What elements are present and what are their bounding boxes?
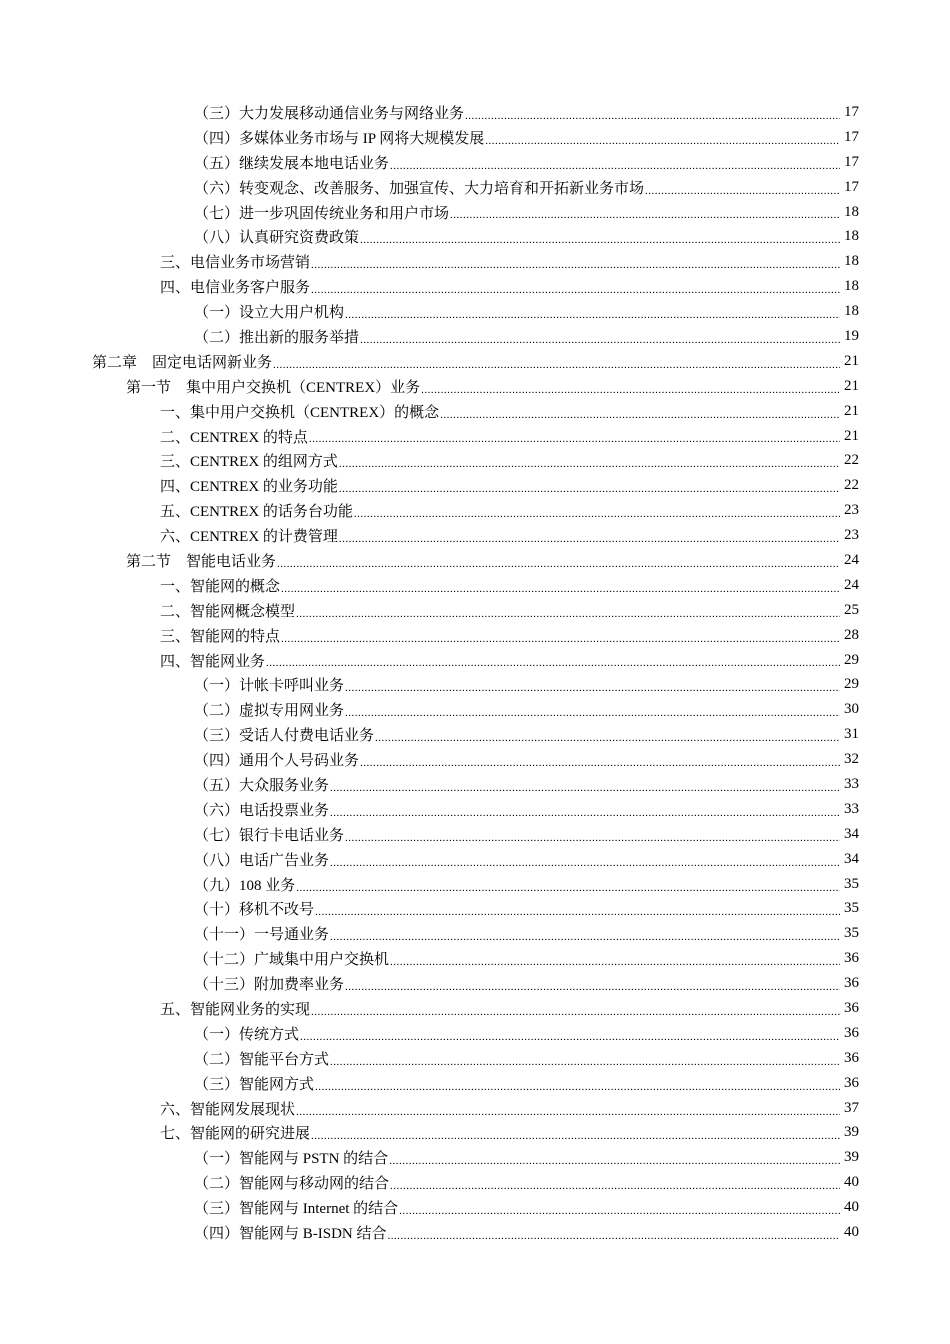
toc-entry-page-number: 36	[844, 1000, 859, 1016]
dot-leader	[450, 209, 840, 224]
toc-entry[interactable]	[0, 672, 950, 697]
toc-entry-title: 一、集中用户交换机（CENTREX）的概念	[160, 404, 440, 421]
toc-entry[interactable]	[0, 424, 950, 449]
dot-leader	[345, 682, 840, 697]
toc-entry[interactable]	[0, 249, 950, 274]
toc-entry-page-number: 18	[844, 228, 859, 245]
toc-entry-page-number: 29	[844, 651, 859, 668]
toc-entry-title: 第二节 智能电话业务	[126, 553, 277, 570]
toc-entry[interactable]	[0, 399, 950, 424]
toc-entry[interactable]	[0, 224, 950, 249]
toc-entry-title: （七）银行卡电话业务	[194, 827, 345, 844]
toc-entry-page-number: 17	[844, 103, 859, 120]
toc-entry[interactable]	[0, 1096, 950, 1121]
toc-entry-title: （二）智能网与移动网的结合	[194, 1176, 390, 1193]
toc-entry[interactable]	[0, 996, 950, 1021]
toc-entry[interactable]	[0, 150, 950, 175]
dot-leader	[360, 334, 840, 349]
dot-leader	[440, 409, 840, 424]
dot-leader	[330, 931, 840, 946]
toc-entry-title: 第二章 固定电话网新业务	[92, 354, 273, 371]
toc-entry[interactable]	[0, 623, 950, 648]
toc-entry-title: 一、智能网的概念	[160, 578, 281, 595]
toc-entry[interactable]	[0, 1220, 950, 1245]
dot-leader	[345, 832, 840, 847]
toc-entry[interactable]	[0, 946, 950, 971]
toc-entry-page-number: 21	[844, 427, 859, 444]
toc-entry[interactable]	[0, 797, 950, 822]
toc-entry-page-number: 34	[844, 850, 859, 867]
toc-entry-title: （六）转变观念、改善服务、加强宣传、大力培育和开拓新业务市场	[194, 180, 645, 197]
toc-entry[interactable]	[0, 274, 950, 299]
toc-entry-title: （一）智能网与 PSTN 的结合	[194, 1151, 389, 1168]
dot-leader	[277, 558, 840, 573]
toc-entry-page-number: 30	[844, 701, 859, 718]
toc-entry[interactable]	[0, 200, 950, 225]
toc-entry-page-number: 24	[844, 576, 859, 593]
dot-leader	[330, 1056, 840, 1071]
toc-entry-title: 第一节 集中用户交换机（CENTREX）业务	[126, 379, 421, 396]
dot-leader	[281, 633, 840, 648]
dot-leader	[645, 185, 840, 200]
dot-leader	[300, 1031, 840, 1046]
toc-entry-title: 五、CENTREX 的话务台功能	[160, 504, 353, 521]
toc-entry-page-number: 23	[844, 502, 859, 519]
toc-entry-page-number: 17	[844, 128, 859, 145]
toc-entry-page-number: 21	[844, 377, 859, 394]
toc-entry-page-number: 40	[844, 1199, 859, 1216]
toc-entry-page-number: 21	[844, 402, 859, 419]
dot-leader	[330, 857, 840, 872]
toc-entry-page-number: 37	[844, 1099, 859, 1116]
toc-entry-page-number: 36	[844, 950, 859, 967]
toc-entry[interactable]	[0, 349, 950, 374]
toc-entry-title: （一）传统方式	[194, 1026, 300, 1043]
toc-entry-title: （二）虚拟专用网业务	[194, 703, 345, 720]
toc-entry-page-number: 23	[844, 527, 859, 544]
toc-entry[interactable]	[0, 697, 950, 722]
dot-leader	[296, 608, 840, 623]
toc-entry[interactable]	[0, 722, 950, 747]
toc-entry[interactable]	[0, 374, 950, 399]
toc-entry-page-number: 22	[844, 452, 859, 469]
dot-leader	[339, 533, 840, 548]
toc-entry[interactable]	[0, 1021, 950, 1046]
toc-entry-title: （一）设立大用户机构	[194, 305, 345, 322]
toc-entry-title: 六、智能网发展现状	[160, 1101, 296, 1118]
toc-entry[interactable]	[0, 822, 950, 847]
toc-entry-page-number: 39	[844, 1124, 859, 1141]
dot-leader	[339, 483, 840, 498]
toc-entry-page-number: 32	[844, 751, 859, 768]
toc-entry-title: （五）大众服务业务	[194, 777, 330, 794]
toc-entry[interactable]	[0, 299, 950, 324]
toc-entry-title: 二、CENTREX 的特点	[160, 429, 308, 446]
dot-leader	[330, 782, 840, 797]
dot-leader	[360, 757, 840, 772]
toc-entry-title: （三）大力发展移动通信业务与网络业务	[194, 105, 465, 122]
toc-entry-page-number: 18	[844, 203, 859, 220]
toc-entry[interactable]	[0, 573, 950, 598]
table-of-contents	[0, 100, 950, 1245]
dot-leader	[390, 956, 840, 971]
toc-entry-title: 三、CENTREX 的组网方式	[160, 454, 338, 471]
dot-leader	[354, 508, 840, 523]
toc-entry-title: 七、智能网的研究进展	[160, 1126, 311, 1143]
toc-entry-title: （九）108 业务	[194, 877, 296, 894]
toc-entry[interactable]	[0, 1145, 950, 1170]
dot-leader	[485, 135, 840, 150]
toc-entry-title: 五、智能网业务的实现	[160, 1002, 311, 1018]
dot-leader	[266, 657, 840, 672]
toc-entry-title: 四、CENTREX 的业务功能	[160, 479, 338, 496]
toc-entry-title: 二、智能网概念模型	[160, 603, 296, 620]
toc-entry-page-number: 36	[844, 1024, 859, 1041]
toc-entry[interactable]	[0, 324, 950, 349]
toc-entry-title: （八）认真研究资费政策	[194, 230, 360, 247]
toc-entry-page-number: 29	[844, 676, 859, 693]
toc-entry-title: （四）智能网与 B-ISDN 结合	[194, 1226, 387, 1243]
toc-entry-title: （二）智能平台方式	[194, 1051, 330, 1068]
toc-entry[interactable]	[0, 1170, 950, 1195]
toc-entry-page-number: 28	[844, 626, 859, 643]
toc-entry[interactable]	[0, 1195, 950, 1220]
toc-entry-page-number: 21	[844, 352, 859, 369]
toc-entry-title: （十二）广域集中用户交换机	[194, 952, 390, 969]
dot-leader	[296, 1106, 840, 1121]
dot-leader	[311, 259, 840, 274]
toc-entry-page-number: 34	[844, 825, 859, 842]
toc-entry-page-number: 35	[844, 900, 859, 917]
toc-entry-page-number: 33	[844, 800, 859, 817]
toc-entry-page-number: 25	[844, 601, 859, 618]
toc-entry-title: （三）智能网方式	[194, 1076, 315, 1093]
toc-entry[interactable]	[0, 1071, 950, 1096]
toc-entry[interactable]	[0, 648, 950, 673]
toc-entry-page-number: 33	[844, 775, 859, 792]
toc-entry[interactable]	[0, 100, 950, 125]
toc-entry[interactable]	[0, 175, 950, 200]
toc-entry-title: （七）进一步巩固传统业务和用户市场	[194, 205, 450, 222]
toc-entry-page-number: 35	[844, 925, 859, 942]
dot-leader	[281, 583, 840, 598]
dot-leader	[273, 359, 840, 374]
toc-entry-title: （四）多媒体业务市场与 IP 网将大规模发展	[194, 130, 485, 147]
dot-leader	[311, 284, 840, 299]
toc-entry-title: 三、智能网的特点	[160, 628, 281, 645]
dot-leader	[345, 707, 840, 722]
toc-entry[interactable]	[0, 872, 950, 897]
dot-leader	[390, 1180, 840, 1195]
dot-leader	[388, 1230, 840, 1245]
toc-entry-page-number: 40	[844, 1224, 859, 1241]
toc-entry-title: （一）计帐卡呼叫业务	[194, 678, 345, 695]
dot-leader	[315, 1081, 840, 1096]
dot-leader	[339, 458, 840, 473]
toc-entry-title: （五）继续发展本地电话业务	[194, 155, 390, 172]
toc-entry-page-number: 18	[844, 253, 859, 270]
toc-entry[interactable]	[0, 847, 950, 872]
dot-leader	[345, 309, 840, 324]
toc-entry-title: （二）推出新的服务举措	[194, 329, 360, 346]
toc-entry-page-number: 40	[844, 1174, 859, 1191]
toc-entry[interactable]	[0, 498, 950, 523]
dot-leader	[311, 1006, 840, 1021]
toc-entry-page-number: 18	[844, 303, 859, 320]
toc-entry-title: （十一）一号通业务	[194, 927, 330, 944]
toc-entry-title: 四、电信业务客户服务	[160, 280, 311, 297]
toc-entry-title: （三）受话人付费电话业务	[194, 728, 375, 745]
toc-entry[interactable]	[0, 548, 950, 573]
dot-leader	[465, 110, 840, 125]
toc-entry-title: （八）电话广告业务	[194, 852, 330, 869]
toc-entry-page-number: 24	[844, 551, 859, 568]
toc-entry[interactable]	[0, 125, 950, 150]
toc-entry[interactable]	[0, 897, 950, 922]
toc-entry[interactable]	[0, 473, 950, 498]
toc-entry[interactable]	[0, 1121, 950, 1146]
dot-leader	[399, 1205, 840, 1220]
toc-entry[interactable]	[0, 523, 950, 548]
toc-entry-title: 六、CENTREX 的计费管理	[160, 529, 338, 546]
dot-leader	[296, 882, 840, 897]
dot-leader	[390, 160, 840, 175]
toc-entry[interactable]	[0, 921, 950, 946]
dot-leader	[389, 1155, 840, 1170]
toc-entry-page-number: 36	[844, 1074, 859, 1091]
toc-entry-title: （四）通用个人号码业务	[194, 753, 360, 770]
toc-entry-page-number: 35	[844, 875, 859, 892]
toc-entry-title: 四、智能网业务	[160, 653, 266, 670]
toc-entry[interactable]	[0, 1046, 950, 1071]
dot-leader	[360, 234, 840, 249]
toc-entry-page-number: 31	[844, 726, 859, 743]
dot-leader	[315, 906, 840, 921]
toc-entry-title: 三、电信业务市场营销	[160, 255, 311, 272]
toc-entry-page-number: 36	[844, 1049, 859, 1066]
toc-entry-page-number: 22	[844, 477, 859, 494]
toc-entry-title: （三）智能网与 Internet 的结合	[194, 1201, 399, 1218]
toc-entry-page-number: 36	[844, 975, 859, 992]
toc-entry-title: （六）电话投票业务	[194, 802, 330, 819]
toc-entry-page-number: 39	[844, 1149, 859, 1166]
toc-entry[interactable]	[0, 598, 950, 623]
toc-entry-page-number: 19	[844, 327, 859, 344]
dot-leader	[421, 384, 840, 399]
dot-leader	[330, 807, 840, 822]
dot-leader	[375, 732, 840, 747]
toc-entry-page-number: 17	[844, 178, 859, 195]
toc-entry-page-number: 18	[844, 278, 859, 295]
toc-entry-title: （十）移机不改号	[194, 902, 315, 919]
toc-entry-page-number: 17	[844, 153, 859, 170]
toc-entry-title: （十三）附加费率业务	[194, 977, 345, 994]
dot-leader	[311, 1130, 840, 1145]
dot-leader	[309, 433, 840, 448]
toc-entry[interactable]	[0, 448, 950, 473]
toc-entry[interactable]	[0, 971, 950, 996]
toc-entry[interactable]	[0, 772, 950, 797]
dot-leader	[345, 981, 840, 996]
toc-entry[interactable]	[0, 747, 950, 772]
